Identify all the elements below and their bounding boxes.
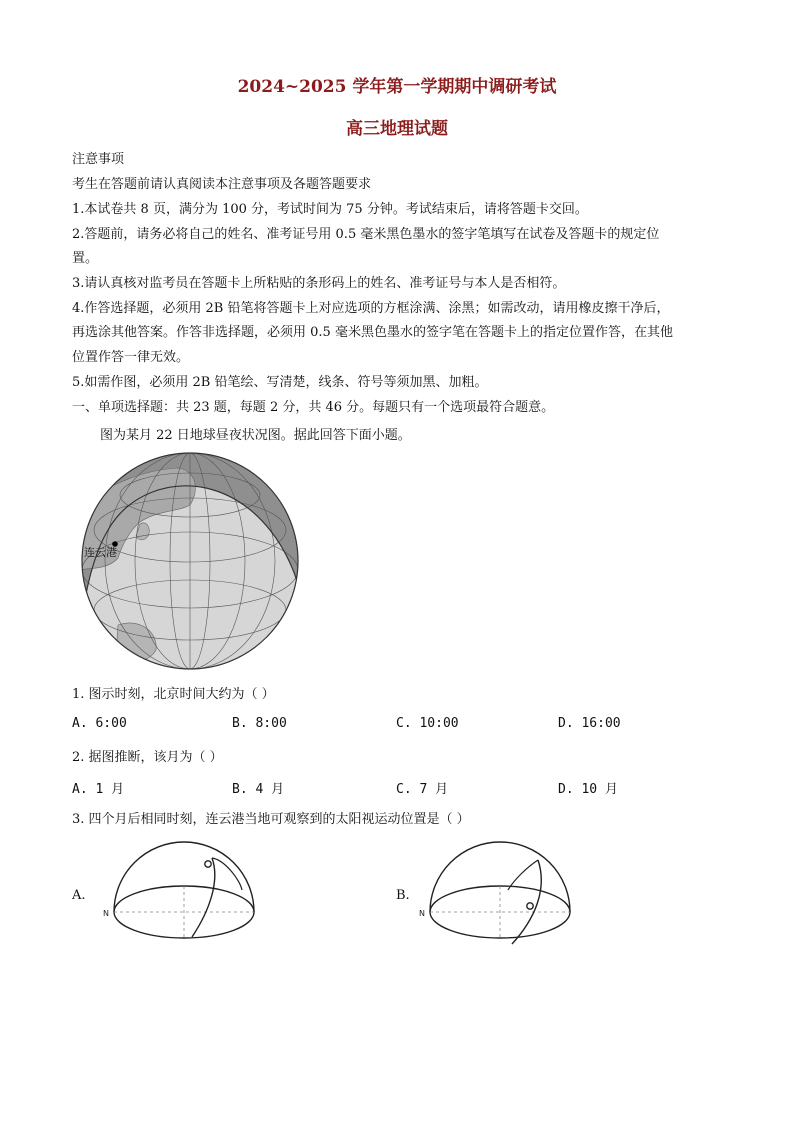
sun-marker <box>205 861 211 867</box>
q2-option-c[interactable]: C. 7 月 <box>396 782 449 797</box>
q2-option-b[interactable]: B. 4 月 <box>232 782 285 797</box>
sun-path-diagram-b <box>416 840 576 950</box>
notice-item: 再选涂其他答案。作答非选择题，必须用 0.5 毫米黑色墨水的签字笔在答题卡上的指定位置作答，在其他 <box>72 325 673 340</box>
exam-subtitle: 高三地理试题 <box>346 119 448 139</box>
question-1-stem: 1. 图示时刻，北京时间大约为（ ） <box>72 687 275 702</box>
notice-item: 位置作答一律无效。 <box>72 350 190 365</box>
sun-path-diagram-a <box>100 840 260 950</box>
q1-option-b[interactable]: B. 8:00 <box>232 716 287 731</box>
q2-option-d[interactable]: D. 10 月 <box>558 782 618 797</box>
notice-item: 5.如需作图，必须用 2B 铅笔绘、写清楚，线条、符号等须加黑、加粗。 <box>72 375 488 390</box>
notice-item: 2.答题前，请务必将自己的姓名、准考证号用 0.5 毫米黑色墨水的签字笔填写在试卷及答题卡的规定位 <box>72 227 660 242</box>
q2-option-a[interactable]: A. 1 月 <box>72 782 125 797</box>
section-intro: 图为某月 22 日地球昼夜状况图。据此回答下面小题。 <box>100 428 411 443</box>
sun-marker <box>527 903 533 909</box>
question-2-stem: 2. 据图推断，该月为（ ） <box>72 750 223 765</box>
q3-option-b[interactable]: B. <box>396 888 410 903</box>
q1-option-a[interactable]: A. 6:00 <box>72 716 127 731</box>
q1-option-d[interactable]: D. 16:00 <box>558 716 621 731</box>
q1-option-c[interactable]: C. 10:00 <box>396 716 459 731</box>
sun-path-arc <box>192 858 215 937</box>
notice-heading: 注意事项 <box>72 152 125 167</box>
section-heading: 一、单项选择题：共 23 题，每题 2 分，共 46 分。每题只有一个选项最符合题意。 <box>72 400 555 415</box>
earth-day-night-figure <box>78 450 302 672</box>
sun-path-arc <box>512 860 541 944</box>
north-label: N <box>103 909 109 918</box>
notice-intro: 考生在答题前请认真阅读本注意事项及各题答题要求 <box>72 177 372 192</box>
notice-item: 1.本试卷共 8 页，满分为 100 分，考试时间为 75 分钟。考试结束后，请将答题卡交回。 <box>72 202 588 217</box>
city-label: 连云港 <box>84 546 117 559</box>
notice-item: 置。 <box>72 251 99 266</box>
question-3-stem: 3. 四个月后相同时刻，连云港当地可观察到的太阳视运动位置是（ ） <box>72 812 470 827</box>
q3-option-a[interactable]: A. <box>72 888 86 903</box>
north-label: N <box>419 909 425 918</box>
notice-item: 4.作答选择题，必须用 2B 铅笔将答题卡上对应选项的方框涂满、涂黑；如需改动，请用橡皮擦干净后， <box>72 301 670 316</box>
notice-item: 3.请认真核对监考员在答题卡上所粘贴的条形码上的姓名、准考证号与本人是否相符。 <box>72 276 566 291</box>
exam-title: 2024~2025 学年第一学期期中调研考试 <box>237 77 557 97</box>
